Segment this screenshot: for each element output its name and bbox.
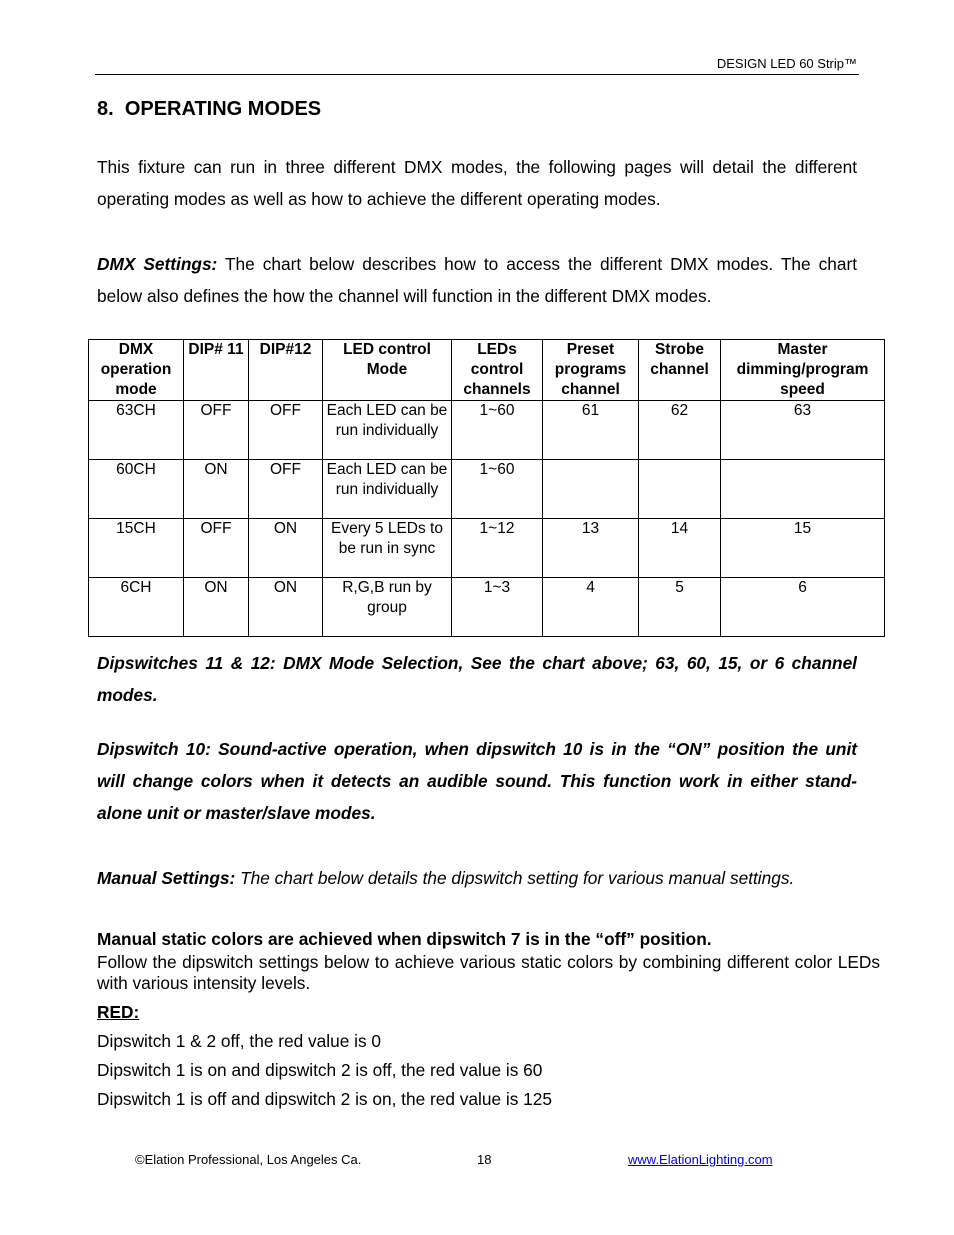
table-cell: ON xyxy=(249,578,323,637)
table-header-cell: LEDs control channels xyxy=(452,340,543,401)
red-label: RED: xyxy=(97,1002,140,1022)
table-row xyxy=(89,460,885,519)
table-header-cell: Master dimming/program speed xyxy=(721,340,885,401)
footer-page-number: 18 xyxy=(477,1152,492,1167)
table-header-cell: Preset programs channel xyxy=(543,340,639,401)
table-cell: 62 xyxy=(639,401,721,460)
table-header-cell: Strobe channel xyxy=(639,340,721,401)
table-row xyxy=(89,401,885,460)
red-line: Dipswitch 1 & 2 off, the red value is 0 xyxy=(97,1031,382,1051)
table-cell: ON xyxy=(184,578,249,637)
dmx-settings-text: The chart below describes how to access the different DMX modes. The chart below also defines the how the channel will function in the different DMX modes. xyxy=(97,254,857,306)
table-cell: 61 xyxy=(543,401,639,460)
table-cell: 5 xyxy=(639,578,721,637)
table-cell: 6 xyxy=(721,578,885,637)
manual-settings-text: The chart below details the dipswitch setting for various manual settings. xyxy=(235,868,795,888)
table-cell: Each LED can be run individually xyxy=(323,401,452,460)
table-header-cell: LED control Mode xyxy=(323,340,452,401)
table-cell: OFF xyxy=(249,401,323,460)
table-cell: 63CH xyxy=(89,401,184,460)
red-line: Dipswitch 1 is off and dipswitch 2 is on, the red value is 125 xyxy=(97,1089,552,1109)
table-header-row xyxy=(89,340,885,401)
dmx-settings-paragraph xyxy=(97,248,857,312)
dmx-settings-label: DMX Settings: xyxy=(97,254,218,274)
red-line: Dipswitch 1 is on and dipswitch 2 is off, the red value is 60 xyxy=(97,1060,543,1080)
table-cell: 1~60 xyxy=(452,460,543,519)
static-colors-heading: Manual static colors are achieved when dipswitch 7 is in the “off” position. xyxy=(97,929,712,949)
table-cell xyxy=(721,460,885,519)
table-cell: 15 xyxy=(721,519,885,578)
section-number: 8. xyxy=(97,98,114,120)
section-title xyxy=(97,98,321,121)
table-cell: ON xyxy=(249,519,323,578)
dipswitch-10-paragraph: Dipswitch 10: Sound-active operation, when dipswitch 10 is in the “ON” position the unit will change colors when it detects an audible sound. This function work in either stand-alone unit or master/slave modes. xyxy=(97,739,857,823)
manual-settings-label: Manual Settings: xyxy=(97,868,236,888)
header-rule xyxy=(95,74,859,75)
dipswitch-11-12-paragraph: Dipswitches 11 & 12: DMX Mode Selection, See the chart above; 63, 60, 15, or 6 channel modes. xyxy=(97,653,857,705)
manual-settings-paragraph xyxy=(97,862,857,894)
table-header-cell: DIP#12 xyxy=(249,340,323,401)
table-cell xyxy=(639,460,721,519)
header-title: DESIGN LED 60 Strip™ xyxy=(716,56,857,71)
table-cell: 1~60 xyxy=(452,401,543,460)
section-title-text: OPERATING MODES xyxy=(124,98,322,120)
table-cell: Each LED can be run individually xyxy=(323,460,452,519)
static-colors-text: Follow the dipswitch settings below to achieve various static colors by combining different color LEDs with various intensity levels. xyxy=(97,952,880,993)
table-cell: OFF xyxy=(184,401,249,460)
table-cell: 4 xyxy=(543,578,639,637)
footer-website-link[interactable]: www.ElationLighting.com xyxy=(628,1152,773,1167)
table-cell: R,G,B run by group xyxy=(323,578,452,637)
table-cell: ON xyxy=(184,460,249,519)
footer-copyright: ©Elation Professional, Los Angeles Ca. xyxy=(135,1152,362,1167)
dmx-modes-table xyxy=(88,339,885,637)
table-cell: 63 xyxy=(721,401,885,460)
table-row xyxy=(89,578,885,637)
table-cell: 1~3 xyxy=(452,578,543,637)
table-cell: 1~12 xyxy=(452,519,543,578)
table-header-cell: DIP# 11 xyxy=(184,340,249,401)
table-cell: Every 5 LEDs to be run in sync xyxy=(323,519,452,578)
table-row xyxy=(89,519,885,578)
table-cell: 6CH xyxy=(89,578,184,637)
intro-paragraph: This fixture can run in three different DMX modes, the following pages will detail the different operating modes as well as how to achieve the different operating modes. xyxy=(97,157,857,209)
table-header-cell: DMX operation mode xyxy=(89,340,184,401)
table-cell: 60CH xyxy=(89,460,184,519)
table-cell: OFF xyxy=(249,460,323,519)
table-cell: 14 xyxy=(639,519,721,578)
table-cell xyxy=(543,460,639,519)
table-cell: OFF xyxy=(184,519,249,578)
table-cell: 13 xyxy=(543,519,639,578)
table-cell: 15CH xyxy=(89,519,184,578)
